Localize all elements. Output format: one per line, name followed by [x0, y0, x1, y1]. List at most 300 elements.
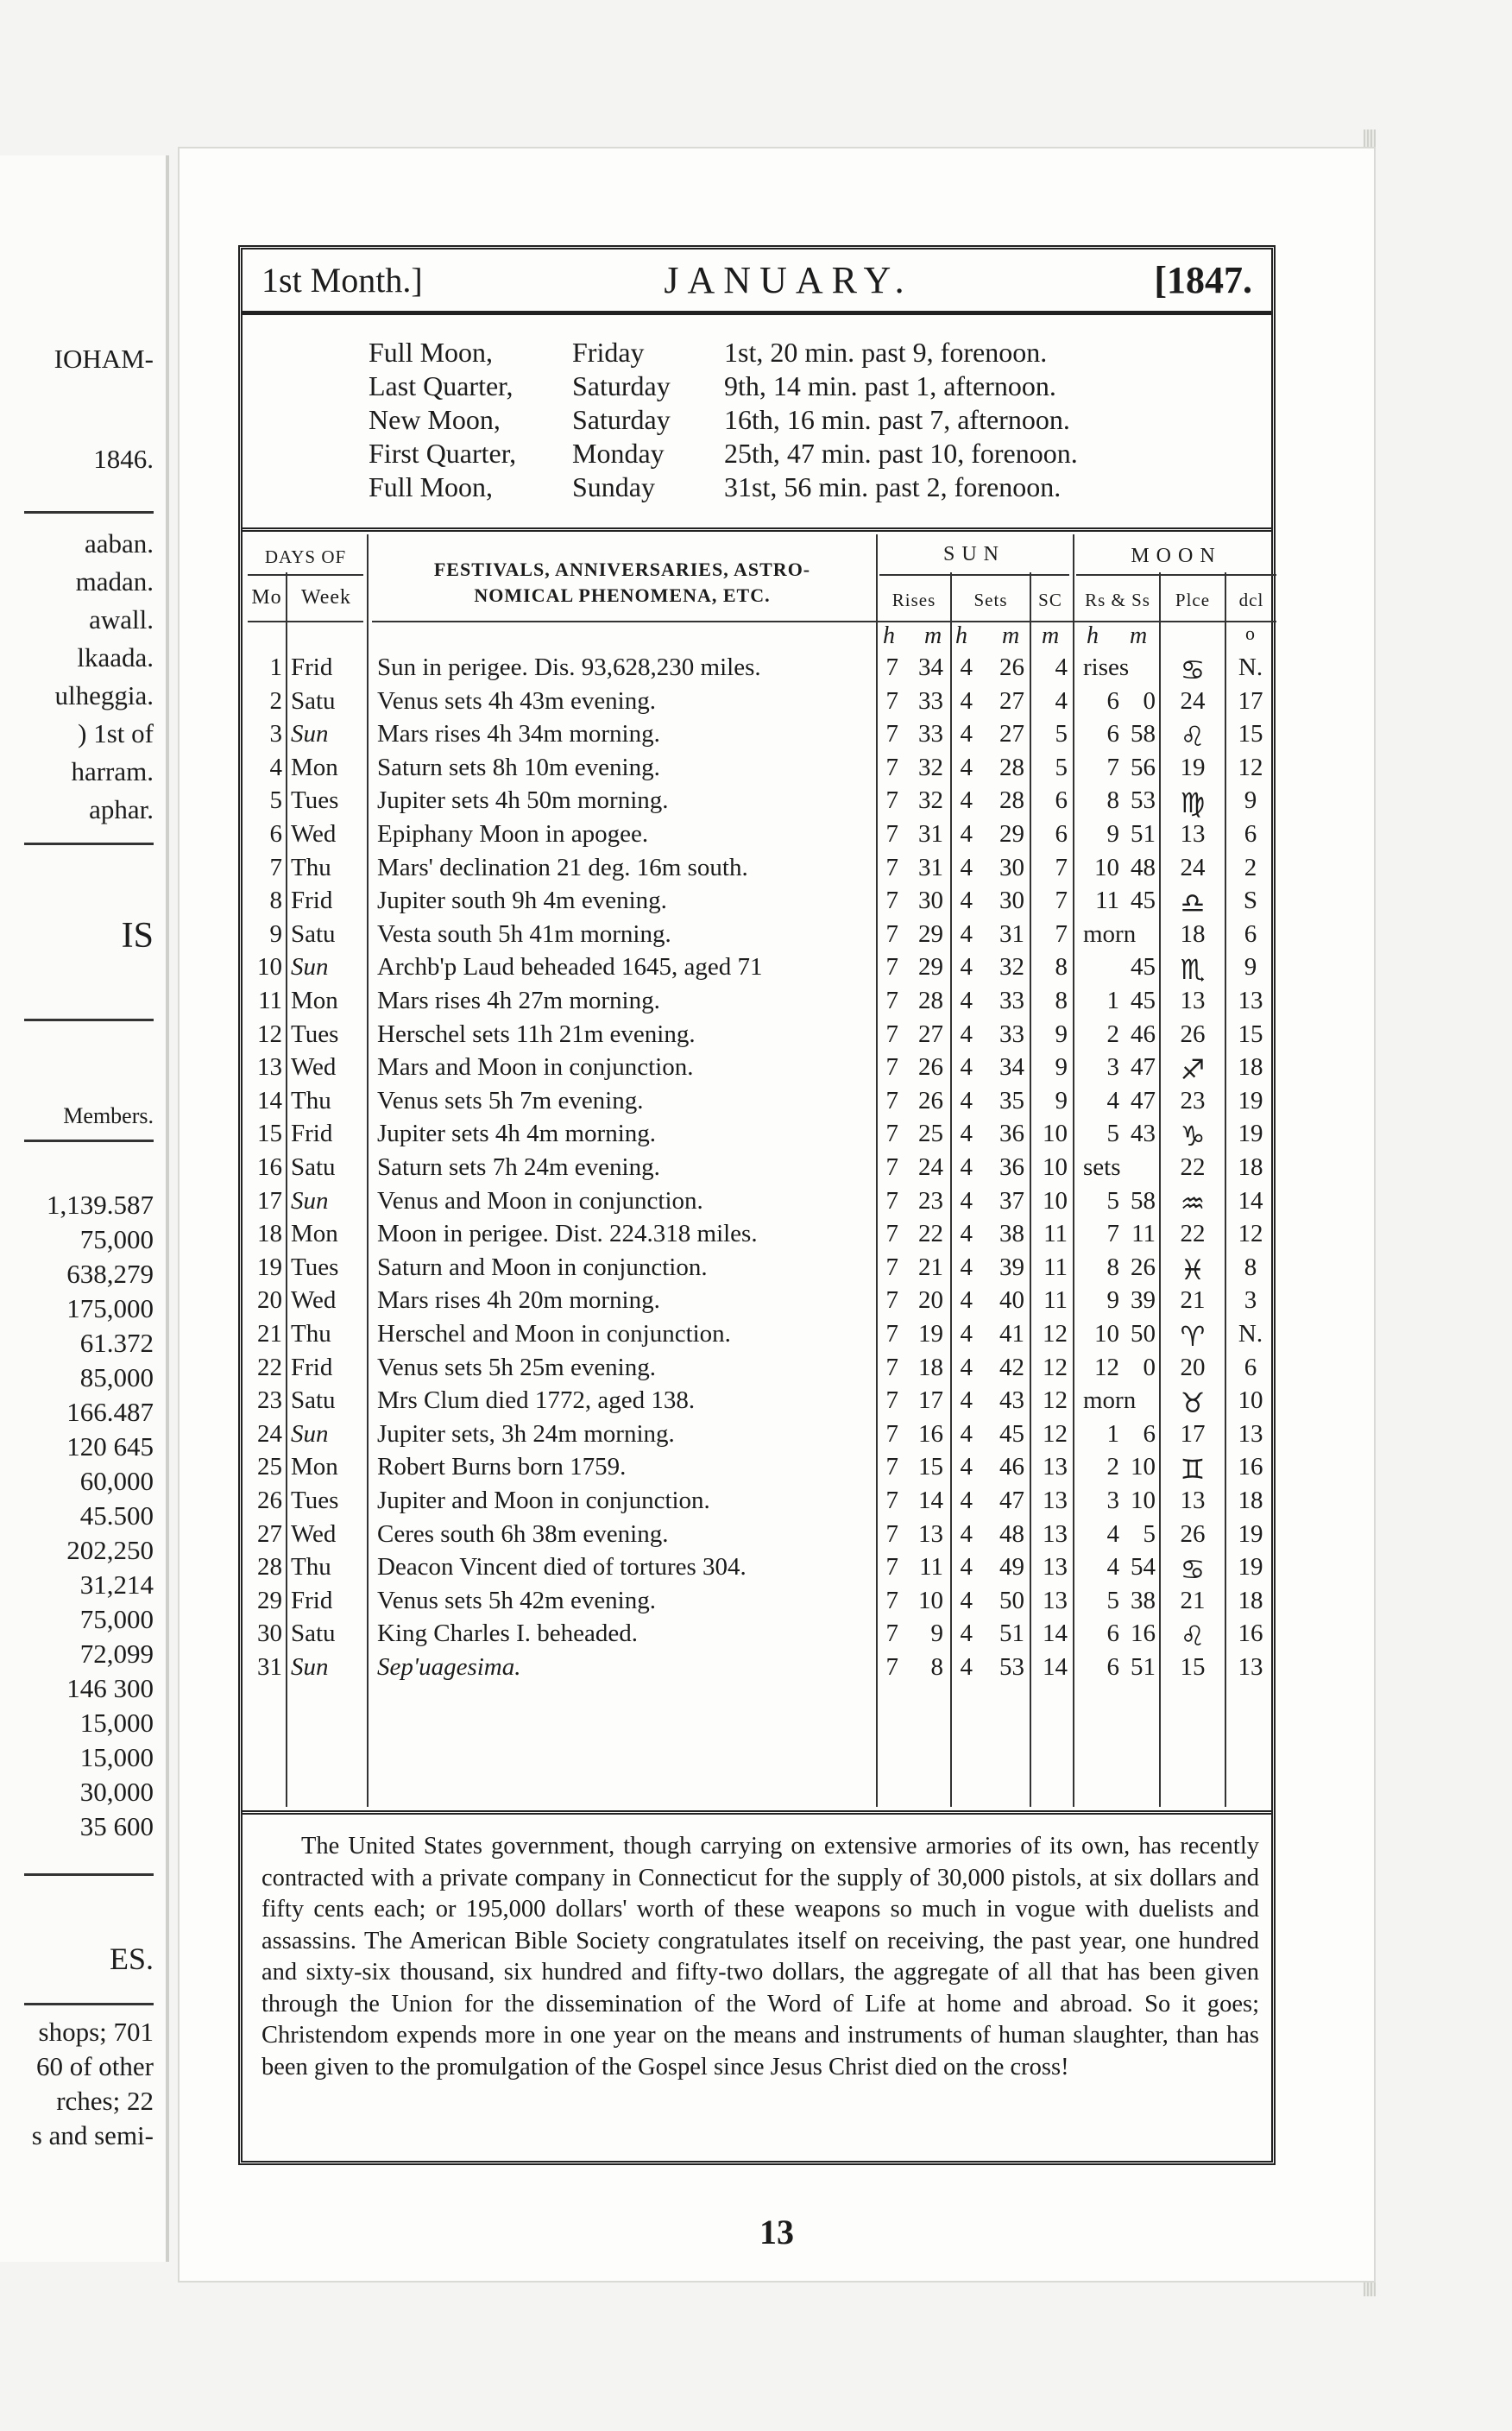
- cell-mm: 10: [1131, 1487, 1156, 1514]
- cell-rm: 16: [918, 1419, 943, 1448]
- cell-dcl: 12: [1238, 753, 1263, 781]
- cell-rh: 7: [885, 1020, 898, 1048]
- day-row: [243, 720, 1271, 754]
- cell-event: Epiphany Moon in apogee.: [377, 820, 649, 848]
- left-number: 1,139.587: [47, 1190, 154, 1220]
- cell-plc: 22: [1180, 1153, 1206, 1181]
- cell-rh: 7: [885, 786, 898, 815]
- cell-mm: 16: [1131, 1620, 1156, 1648]
- cell-sm: 50: [999, 1586, 1024, 1614]
- cell-mo: 1: [269, 654, 282, 681]
- cell-event: Robert Burns born 1759.: [377, 1453, 627, 1481]
- cell-wk: Tues: [291, 786, 339, 815]
- cell-mo: 26: [257, 1487, 282, 1514]
- cell-rh: 7: [885, 1620, 898, 1648]
- day-row: [243, 820, 1271, 854]
- cell-wk: Mon: [291, 1220, 338, 1248]
- cell-sh: 4: [960, 1386, 973, 1415]
- cell-sh: 4: [960, 887, 973, 915]
- essay-paragraph: The United States government, though carrying on extensive armories of its own, has recently contracted with a private company in Connecticut for the supply of 30,000 pistols, at six dollars and fifty cents each; or 195,000 dollars' worth of these weapons so much in vogue with duelists and assassins. The American Bible Society congratulates itself on receiving, the past year, one hundred and sixty-six thousand, six hundred and fifty-two dollars, the aggregate of all that has been given through the Union for the dissemination of the Word of Life at home and abroad. So it goes; Christendom expends more in one year on the means and instruments of human slaughter, than has been given to the promulgation of the Gospel since Jesus Christ died on the cross!: [261, 1833, 1259, 2081]
- left-number: 638,279: [66, 1259, 154, 1289]
- cell-dcl: 9: [1244, 786, 1257, 815]
- cell-plc: ♑: [1180, 1120, 1206, 1153]
- moon-phase-row: [369, 369, 1197, 403]
- day-row: [243, 754, 1271, 787]
- cell-sh: 4: [960, 919, 973, 948]
- cell-sm: 51: [999, 1620, 1024, 1648]
- cell-rm: 19: [918, 1320, 943, 1348]
- cell-event: Venus sets 5h 7m evening.: [377, 1086, 644, 1114]
- moon-phase-row: [369, 336, 1197, 369]
- cell-event: Ceres south 6h 38m evening.: [377, 1519, 669, 1548]
- left-number: 85,000: [79, 1362, 154, 1392]
- cell-sc: 12: [1043, 1353, 1068, 1381]
- cell-sc: 4: [1055, 654, 1068, 681]
- cell-rm: 34: [918, 654, 943, 681]
- cell-sc: 11: [1043, 1220, 1068, 1248]
- header-events-2: NOMICAL PHENOMENA, ETC.: [474, 584, 771, 606]
- cell-rm: 26: [918, 1053, 943, 1082]
- cell-sm: 28: [999, 786, 1024, 815]
- cell-rh: 7: [885, 753, 898, 781]
- cell-dcl: S: [1243, 887, 1258, 915]
- cell-sc: 9: [1055, 1020, 1068, 1048]
- cell-mh: 6: [1106, 1653, 1119, 1681]
- cell-mm: 51: [1131, 820, 1156, 848]
- cell-event: Archb'p Laud beheaded 1645, aged 71: [377, 953, 763, 982]
- left-text: awall.: [89, 604, 154, 635]
- cell-event: Venus sets 5h 42m evening.: [377, 1586, 656, 1614]
- phase-time: 16th, 16 min. past 7, afternoon.: [724, 404, 1070, 435]
- cell-plc: ♌: [1180, 720, 1206, 754]
- cell-sh: 4: [960, 1320, 973, 1348]
- left-text: harram.: [71, 756, 154, 786]
- cell-sm: 49: [999, 1553, 1024, 1582]
- left-number: 72,099: [79, 1639, 154, 1669]
- left-text: 60 of other: [35, 2051, 154, 2081]
- cell-plc: 24: [1180, 686, 1206, 715]
- left-number: 60,000: [79, 1466, 154, 1496]
- day-row: [243, 654, 1271, 687]
- cell-rh: 7: [885, 1353, 898, 1381]
- cell-mh: 6: [1106, 1620, 1119, 1648]
- cell-sc: 5: [1055, 720, 1068, 748]
- cell-event: Jupiter south 9h 4m evening.: [377, 887, 667, 915]
- cell-sh: 4: [960, 820, 973, 848]
- cell-rm: 33: [918, 720, 943, 748]
- day-row: [243, 1220, 1271, 1253]
- cell-mm: 56: [1131, 753, 1156, 781]
- cell-sh: 4: [960, 1353, 973, 1381]
- cell-rh: 7: [885, 1653, 898, 1681]
- day-row: [243, 786, 1271, 820]
- cell-dcl: 19: [1238, 1120, 1263, 1148]
- cell-sh: 4: [960, 654, 973, 681]
- cell-rh: 7: [885, 1186, 898, 1215]
- day-row: [243, 854, 1271, 887]
- day-row: [243, 1386, 1271, 1420]
- cell-mm: 45: [1131, 987, 1156, 1014]
- cell-event: Herschel sets 11h 21m evening.: [377, 1020, 696, 1048]
- left-number: 45.500: [79, 1500, 154, 1531]
- cell-sm: 34: [999, 1053, 1024, 1082]
- left-rule: [24, 1873, 154, 1876]
- cell-sm: 36: [999, 1153, 1024, 1181]
- left-text: shops; 701: [38, 2017, 154, 2047]
- cell-dcl: 13: [1238, 1653, 1263, 1681]
- left-number: 61.372: [79, 1328, 154, 1358]
- moon-phase-row: [369, 403, 1197, 437]
- left-text: lkaada.: [77, 642, 154, 672]
- phase-name: Full Moon,: [369, 471, 494, 502]
- cell-event: Mrs Clum died 1772, aged 138.: [377, 1386, 696, 1415]
- cell-sm: 27: [999, 686, 1024, 715]
- cell-mo: 22: [257, 1353, 282, 1381]
- cell-rm: 33: [918, 686, 943, 715]
- cell-wk: Satu: [291, 1620, 336, 1648]
- left-number: 31,214: [79, 1569, 154, 1600]
- cell-mh: 1: [1106, 1419, 1119, 1448]
- year-label: [1847.: [1154, 259, 1252, 301]
- cell-sc: 12: [1043, 1419, 1068, 1448]
- left-number: 15,000: [79, 1708, 154, 1738]
- cell-mo: 18: [257, 1220, 282, 1248]
- cell-sh: 4: [960, 1220, 973, 1248]
- cell-sm: 33: [999, 1020, 1024, 1048]
- cell-mm: 10: [1131, 1453, 1156, 1481]
- page-number: 13: [759, 2213, 794, 2251]
- cell-sh: 4: [960, 1620, 973, 1648]
- cell-mm: 45: [1131, 887, 1156, 915]
- cell-dcl: 6: [1244, 820, 1257, 848]
- cell-mh: 3: [1106, 1053, 1119, 1082]
- left-number: 166.487: [66, 1397, 154, 1427]
- cell-mm: 26: [1131, 1253, 1156, 1281]
- day-row: [243, 920, 1271, 954]
- cell-sc: 13: [1043, 1487, 1068, 1514]
- header-rises: Rises: [891, 590, 936, 610]
- cell-sc: 9: [1055, 1086, 1068, 1114]
- unit-hour: h: [883, 622, 895, 649]
- cell-sc: 7: [1055, 853, 1068, 881]
- day-row: [243, 1620, 1271, 1653]
- cell-sc: 7: [1055, 887, 1068, 915]
- cell-mh: 9: [1106, 1286, 1119, 1315]
- day-row: [243, 1520, 1271, 1554]
- header-plce: Plce: [1175, 590, 1211, 610]
- cell-rh: 7: [885, 1586, 898, 1614]
- cell-sm: 37: [999, 1186, 1024, 1215]
- cell-dcl: 6: [1244, 1353, 1257, 1381]
- cell-rh: 7: [885, 1553, 898, 1582]
- unit-minute: m: [1042, 622, 1060, 649]
- cell-plc: ♉: [1180, 1386, 1206, 1420]
- cell-wk: Sun: [291, 1186, 329, 1215]
- cell-wk: Thu: [291, 853, 331, 881]
- cell-wk: Thu: [291, 1320, 331, 1348]
- cell-rm: 17: [918, 1386, 943, 1415]
- cell-wk: Mon: [291, 987, 338, 1014]
- left-text: madan.: [75, 566, 154, 597]
- cell-sc: 6: [1055, 820, 1068, 848]
- cell-mo: 8: [269, 887, 282, 915]
- cell-rh: 7: [885, 1286, 898, 1315]
- cell-mh: 7: [1106, 1220, 1119, 1248]
- cell-wk: Tues: [291, 1487, 339, 1514]
- phase-time: 31st, 56 min. past 2, forenoon.: [724, 471, 1062, 502]
- cell-mm: 58: [1131, 720, 1156, 748]
- cell-sh: 4: [960, 1153, 973, 1181]
- header-moon: MOON: [1131, 545, 1222, 567]
- cell-sc: 6: [1055, 786, 1068, 815]
- cell-mh: 3: [1106, 1487, 1119, 1514]
- cell-event: Venus sets 5h 25m evening.: [377, 1353, 656, 1381]
- cell-plc: 19: [1180, 753, 1206, 781]
- cell-wk: Tues: [291, 1253, 339, 1281]
- cell-sm: 48: [999, 1519, 1024, 1548]
- left-number: 75,000: [79, 1604, 154, 1634]
- cell-dcl: 17: [1238, 686, 1263, 715]
- table-top-rule: [243, 527, 1271, 532]
- moon-phases: [369, 336, 1197, 504]
- cell-rm: 9: [930, 1620, 943, 1648]
- cell-sc: 7: [1055, 919, 1068, 948]
- cell-rh: 7: [885, 1386, 898, 1415]
- cell-sh: 4: [960, 753, 973, 781]
- cell-sm: 26: [999, 654, 1024, 681]
- phase-day: Friday: [572, 337, 645, 368]
- phase-name: Last Quarter,: [369, 370, 513, 401]
- cell-mo: 2: [269, 686, 282, 715]
- cell-mo: 11: [258, 987, 282, 1014]
- cell-event: Saturn sets 8h 10m evening.: [377, 753, 660, 781]
- cell-sm: 35: [999, 1086, 1024, 1114]
- left-rule: [24, 1140, 154, 1142]
- header-sun: SUN: [942, 543, 1005, 565]
- cell-dcl: 19: [1238, 1086, 1263, 1114]
- cell-mh: 2: [1106, 1020, 1119, 1048]
- cell-mo: 30: [257, 1620, 282, 1648]
- phase-day: Sunday: [572, 471, 655, 502]
- cell-rh: 7: [885, 853, 898, 881]
- phase-time: 25th, 47 min. past 10, forenoon.: [724, 438, 1078, 469]
- day-row: [243, 1253, 1271, 1287]
- cell-wk: Mon: [291, 753, 338, 781]
- cell-plc: ♋: [1180, 1553, 1206, 1587]
- cell-plc: 23: [1180, 1086, 1206, 1114]
- cell-dcl: 2: [1244, 853, 1257, 881]
- cell-wk: Satu: [291, 1386, 336, 1415]
- cell-mh: 10: [1094, 1320, 1119, 1348]
- cell-wk: Frid: [291, 1120, 333, 1148]
- cell-wk: Sun: [291, 953, 329, 982]
- cell-sm: 46: [999, 1453, 1024, 1481]
- cell-mo: 29: [257, 1586, 282, 1614]
- cell-sc: 8: [1055, 987, 1068, 1014]
- left-rule: [24, 1019, 154, 1021]
- cell-sc: 13: [1043, 1519, 1068, 1548]
- cell-mo: 24: [257, 1419, 282, 1448]
- left-number: 35 600: [79, 1811, 154, 1841]
- cell-sc: 8: [1055, 953, 1068, 982]
- cell-sh: 4: [960, 1286, 973, 1315]
- cell-sm: 38: [999, 1220, 1024, 1248]
- cell-plc: ♊: [1180, 1453, 1206, 1487]
- page-title: JANUARY.: [664, 259, 913, 301]
- phase-day: Saturday: [572, 370, 671, 401]
- cell-event: Jupiter sets 4h 50m morning.: [377, 786, 669, 815]
- cell-mo: 17: [257, 1186, 282, 1215]
- day-row: [243, 1653, 1271, 1687]
- cell-plc: 13: [1180, 820, 1206, 848]
- cell-sc: 4: [1055, 686, 1068, 715]
- cell-mh: 4: [1106, 1519, 1119, 1548]
- cell-rm: 29: [918, 919, 943, 948]
- cell-rm: 18: [918, 1353, 943, 1381]
- header-week: Week: [300, 586, 352, 609]
- day-row: [243, 1153, 1271, 1187]
- cell-mo: 16: [257, 1153, 282, 1181]
- cell-dcl: N.: [1238, 654, 1263, 681]
- header-rule: [879, 574, 1069, 576]
- cell-plc: ♓: [1180, 1253, 1206, 1286]
- cell-mo: 7: [269, 853, 282, 881]
- cell-sh: 4: [960, 1020, 973, 1048]
- unit-hour: h: [955, 622, 967, 649]
- left-number: 75,000: [79, 1224, 154, 1254]
- cell-wk: Wed: [291, 1053, 337, 1082]
- cell-sh: 4: [960, 1519, 973, 1548]
- day-row: [243, 687, 1271, 721]
- cell-mm: 39: [1131, 1286, 1156, 1315]
- day-row: [243, 887, 1271, 920]
- cell-wk: Sun: [291, 1419, 329, 1448]
- cell-wk: Wed: [291, 1286, 337, 1315]
- cell-rh: 7: [885, 1220, 898, 1248]
- cell-plc: 26: [1180, 1020, 1206, 1048]
- cell-dcl: 12: [1238, 1220, 1263, 1248]
- left-text: aaban.: [84, 528, 154, 559]
- cell-mm: 43: [1131, 1120, 1156, 1148]
- cell-event: Jupiter sets 4h 4m morning.: [377, 1120, 657, 1148]
- cell-rh: 7: [885, 1153, 898, 1181]
- cell-mh: 2: [1106, 1453, 1119, 1481]
- cell-sc: 11: [1043, 1253, 1068, 1281]
- cell-mm: 5: [1143, 1519, 1156, 1548]
- left-number: 146 300: [66, 1673, 154, 1703]
- cell-rm: 30: [918, 887, 943, 915]
- cell-event: Mars rises 4h 20m morning.: [377, 1286, 660, 1315]
- cell-rh: 7: [885, 1419, 898, 1448]
- cell-rh: 7: [885, 1519, 898, 1548]
- left-rule: [24, 843, 154, 845]
- cell-mo: 4: [269, 753, 282, 781]
- cell-sc: 12: [1043, 1320, 1068, 1348]
- cell-mm: 6: [1143, 1419, 1156, 1448]
- cell-event: Herschel and Moon in conjunction.: [377, 1320, 731, 1348]
- almanac-page: [180, 148, 1374, 2281]
- cell-plc: 24: [1180, 853, 1206, 881]
- cell-plc: 13: [1180, 987, 1206, 1014]
- cell-wk: Satu: [291, 1153, 336, 1181]
- cell-sm: 40: [999, 1286, 1024, 1315]
- cell-mm: 38: [1131, 1586, 1156, 1614]
- cell-mo: 31: [257, 1653, 282, 1681]
- cell-wk: Mon: [291, 1453, 338, 1481]
- cell-mo: 10: [257, 953, 282, 982]
- cell-event: Mars and Moon in conjunction.: [377, 1053, 694, 1082]
- left-text: ulheggia.: [54, 680, 154, 710]
- cell-mm: 50: [1131, 1320, 1156, 1348]
- day-row: [243, 1020, 1271, 1054]
- left-heading: ES.: [109, 1942, 154, 1976]
- cell-event: King Charles I. beheaded.: [377, 1620, 638, 1648]
- cell-sh: 4: [960, 1120, 973, 1148]
- cell-plc: ♋: [1180, 654, 1206, 686]
- day-row: [243, 1286, 1271, 1320]
- cell-sc: 13: [1043, 1586, 1068, 1614]
- cell-sc: 10: [1043, 1186, 1068, 1215]
- phase-day: Monday: [572, 438, 665, 469]
- cell-event: Venus sets 4h 43m evening.: [377, 686, 656, 715]
- cell-mm: 53: [1131, 786, 1156, 815]
- cell-wk: Thu: [291, 1553, 331, 1582]
- cell-sh: 4: [960, 1086, 973, 1114]
- cell-sm: 29: [999, 820, 1024, 848]
- cell-sm: 53: [999, 1653, 1024, 1681]
- left-text: Members.: [63, 1103, 154, 1128]
- cell-mh: morn: [1083, 919, 1137, 948]
- header-rs-ss: Rs & Ss: [1085, 590, 1150, 610]
- cell-sh: 4: [960, 1253, 973, 1281]
- left-heading: IS: [121, 916, 154, 956]
- day-row: [243, 1587, 1271, 1620]
- cell-plc: ♒: [1180, 1186, 1206, 1220]
- left-number: 120 645: [66, 1431, 154, 1462]
- cell-rh: 7: [885, 1320, 898, 1348]
- cell-plc: 18: [1180, 919, 1206, 948]
- cell-sc: 9: [1055, 1053, 1068, 1082]
- cell-wk: Thu: [291, 1086, 331, 1114]
- cell-mo: 19: [257, 1253, 282, 1281]
- cell-dcl: 10: [1238, 1386, 1263, 1415]
- unit-minute: m: [924, 622, 942, 649]
- cell-rm: 28: [918, 987, 943, 1014]
- cell-dcl: 3: [1244, 1286, 1257, 1315]
- cell-sh: 4: [960, 1053, 973, 1082]
- cell-sm: 31: [999, 919, 1024, 948]
- cell-sm: 43: [999, 1386, 1024, 1415]
- cell-mh: 8: [1106, 1253, 1119, 1281]
- cell-plc: 21: [1180, 1586, 1206, 1614]
- cell-rh: 7: [885, 654, 898, 681]
- cell-dcl: 13: [1238, 987, 1263, 1014]
- cell-mo: 12: [257, 1020, 282, 1048]
- day-row: [243, 1354, 1271, 1387]
- cell-dcl: 19: [1238, 1553, 1263, 1582]
- cell-sh: 4: [960, 987, 973, 1014]
- cell-plc: ♐: [1180, 1053, 1206, 1087]
- cell-mm: 46: [1131, 1020, 1156, 1048]
- cell-rh: 7: [885, 1120, 898, 1148]
- cell-sm: 36: [999, 1120, 1024, 1148]
- header-rule: [248, 574, 363, 576]
- phase-name: First Quarter,: [369, 438, 517, 469]
- header-sets: Sets: [973, 590, 1008, 610]
- cell-rm: 21: [918, 1253, 943, 1281]
- cell-sm: 27: [999, 720, 1024, 748]
- left-rule: [24, 511, 154, 514]
